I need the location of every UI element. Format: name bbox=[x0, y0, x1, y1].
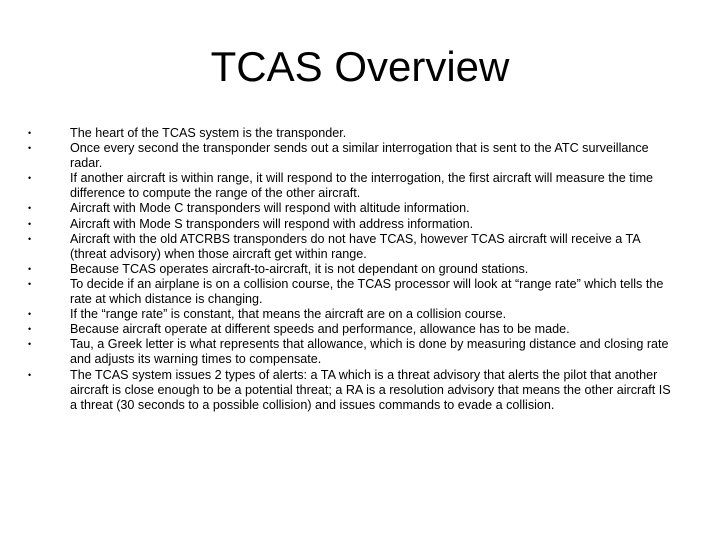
list-item bbox=[28, 141, 676, 171]
list-item bbox=[28, 231, 676, 262]
bullet-text: Once every second the transponder sends out a similar interrogation that is sent to the ATC surveillance radar. bbox=[70, 141, 649, 171]
list-item bbox=[28, 201, 676, 216]
list-item bbox=[28, 216, 676, 232]
bullet-text: If another aircraft is within range, it will respond to the interrogation, the first aircraft will measure the time difference to compute the range of the other aircraft. bbox=[70, 171, 654, 201]
bullet-icon: • bbox=[28, 263, 32, 274]
bullet-icon: • bbox=[28, 218, 32, 229]
bullet-text: If the “range rate” is constant, that means the aircraft are on a collision course. bbox=[70, 307, 507, 322]
bullet-icon: • bbox=[28, 173, 32, 184]
list-item bbox=[28, 322, 676, 337]
slide-title: TCAS Overview bbox=[210, 43, 510, 90]
bullet-text: Tau, a Greek letter is what represents that allowance, which is done by measuring distance and closing rate and adjusts its warning times to compensate. bbox=[70, 337, 669, 367]
bullet-text: Aircraft with the old ATCRBS transponders do not have TCAS, however TCAS aircraft will receive a TA (threat advisory) when those aircraft get within range. bbox=[70, 231, 640, 261]
bullet-icon: • bbox=[28, 278, 32, 289]
list-item bbox=[28, 171, 676, 201]
bullet-icon: • bbox=[28, 143, 32, 154]
bullet-icon: • bbox=[28, 309, 32, 320]
list-item bbox=[28, 337, 676, 367]
bullet-list bbox=[28, 126, 676, 413]
bullet-icon: • bbox=[28, 203, 32, 214]
bullet-text: Aircraft with Mode C transponders will respond with altitude information. bbox=[70, 201, 470, 216]
list-item bbox=[28, 261, 676, 277]
list-item bbox=[28, 307, 676, 322]
bullet-text: Because TCAS operates aircraft-to-aircraft, it is not dependant on ground stations. bbox=[70, 261, 529, 276]
bullet-icon: • bbox=[28, 369, 32, 380]
bullet-text: Aircraft with Mode S transponders will respond with address information. bbox=[70, 216, 474, 231]
bullet-icon: • bbox=[28, 233, 32, 244]
bullet-icon: • bbox=[28, 324, 32, 335]
bullet-text: To decide if an airplane is on a collision course, the TCAS processor will look at “range rate” which tells the rate at which distance is changing. bbox=[70, 276, 664, 307]
bullet-icon: • bbox=[28, 339, 32, 350]
bullet-icon: • bbox=[28, 128, 32, 138]
bullet-text: The TCAS system issues 2 types of alerts: a TA which is a threat advisory that alerts the pilot that another aircraft is close enough to be a potential threat; a RA is a resolution advisory that means the other aircraft IS a threat (30 seconds to a possible collision) and issues commands to evade a collision. bbox=[70, 367, 671, 412]
list-item bbox=[28, 126, 676, 141]
bullet-text: The heart of the TCAS system is the transponder. bbox=[70, 126, 347, 140]
list-item bbox=[28, 276, 676, 307]
bullet-text: Because aircraft operate at different speeds and performance, allowance has to be made. bbox=[70, 322, 570, 337]
list-item bbox=[28, 367, 676, 413]
